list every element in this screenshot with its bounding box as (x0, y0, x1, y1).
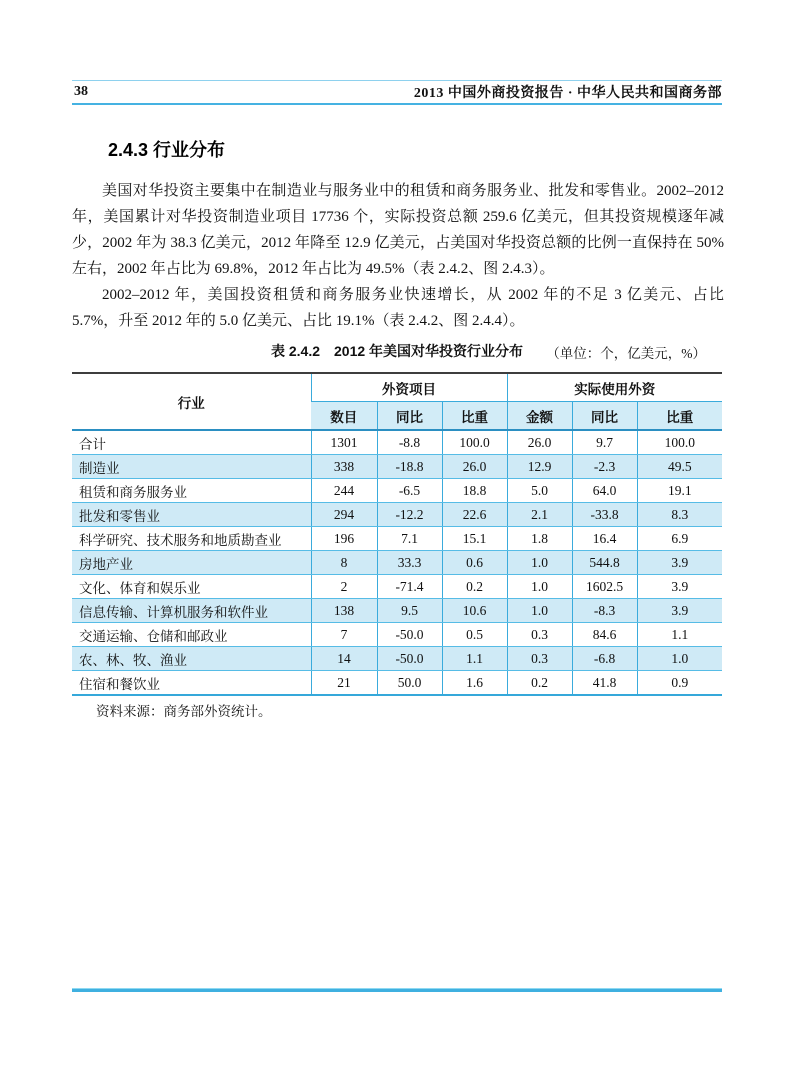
value-cell: 18.8 (442, 479, 507, 503)
value-cell: 0.9 (637, 671, 722, 696)
table-unit-note: （单位：个，亿美元，%） (546, 346, 706, 361)
paragraph-1: 美国对华投资主要集中在制造业与服务业中的租赁和商务服务业、批发和零售业。2002–2012 年，美国累计对华投资制造业项目 17736 个，实际投资总额 259.6 亿美元，但其投资规模逐年减少，2002 年为 38.3 亿美元，2012 年降至 12.9 亿美元，占美国对华投资总额的比例一直保持在 50%左右，2002 年占比为 69.8%，2012 年占比为 49.5%（表 2.4.2、图 2.4.3）。 (72, 183, 724, 277)
value-cell: 7.1 (377, 527, 442, 551)
industry-cell: 制造业 (72, 455, 311, 479)
table-head (72, 373, 722, 430)
value-cell: 1.1 (442, 647, 507, 671)
value-cell: -18.8 (377, 455, 442, 479)
table-caption: 表 2.4.2 2012 年美国对华投资行业分布 (270, 343, 524, 359)
value-cell: 26.0 (442, 455, 507, 479)
table-row (72, 479, 722, 503)
value-cell: 3.9 (637, 551, 722, 575)
value-cell: 244 (311, 479, 377, 503)
col-group-projects: 外资项目 (311, 373, 507, 402)
value-cell: -50.0 (377, 623, 442, 647)
table-row (72, 671, 722, 696)
value-cell: 21 (311, 671, 377, 696)
value-cell: -8.8 (377, 430, 442, 455)
value-cell: 3.9 (637, 599, 722, 623)
value-cell: 294 (311, 503, 377, 527)
value-cell: 33.3 (377, 551, 442, 575)
value-cell: 196 (311, 527, 377, 551)
table-caption-row (72, 341, 722, 361)
industry-cell: 合计 (72, 430, 311, 455)
value-cell: 1301 (311, 430, 377, 455)
value-cell: -71.4 (377, 575, 442, 599)
source-note: 资料来源：商务部外资统计。 (96, 704, 272, 719)
col-header-count: 数目 (311, 402, 377, 431)
value-cell: 544.8 (572, 551, 637, 575)
value-cell: 0.6 (442, 551, 507, 575)
industry-cell: 房地产业 (72, 551, 311, 575)
value-cell: 5.0 (507, 479, 572, 503)
table-group-header-row (72, 373, 722, 402)
page-number: 38 (74, 84, 88, 99)
value-cell: 0.2 (442, 575, 507, 599)
col-header-yoy-projects: 同比 (377, 402, 442, 431)
value-cell: -8.3 (572, 599, 637, 623)
value-cell: 138 (311, 599, 377, 623)
table-row (72, 527, 722, 551)
table-row (72, 430, 722, 455)
value-cell: 1.0 (507, 575, 572, 599)
value-cell: 15.1 (442, 527, 507, 551)
col-group-actual: 实际使用外资 (507, 373, 722, 402)
table-row (72, 575, 722, 599)
col-header-share-actual: 比重 (637, 402, 722, 431)
industry-cell: 科学研究、技术服务和地质勘查业 (72, 527, 311, 551)
table-row (72, 503, 722, 527)
industry-cell: 文化、体育和娱乐业 (72, 575, 311, 599)
value-cell: 26.0 (507, 430, 572, 455)
value-cell: 10.6 (442, 599, 507, 623)
value-cell: 1.8 (507, 527, 572, 551)
section-heading: 2.4.3 行业分布 (108, 140, 226, 160)
value-cell: 1.1 (637, 623, 722, 647)
value-cell: 8.3 (637, 503, 722, 527)
value-cell: 3.9 (637, 575, 722, 599)
value-cell: 41.8 (572, 671, 637, 696)
value-cell: 0.3 (507, 623, 572, 647)
value-cell: -33.8 (572, 503, 637, 527)
value-cell: 1.0 (507, 551, 572, 575)
body-text (72, 178, 724, 334)
col-header-share-projects: 比重 (442, 402, 507, 431)
col-header-industry: 行业 (72, 373, 311, 430)
col-header-amount: 金额 (507, 402, 572, 431)
value-cell: 0.2 (507, 671, 572, 696)
industry-cell: 交通运输、仓储和邮政业 (72, 623, 311, 647)
running-header (72, 80, 722, 105)
value-cell: 1602.5 (572, 575, 637, 599)
value-cell: -6.8 (572, 647, 637, 671)
value-cell: 19.1 (637, 479, 722, 503)
value-cell: 6.9 (637, 527, 722, 551)
value-cell: 9.7 (572, 430, 637, 455)
paragraph-2: 2002–2012 年，美国投资租赁和商务服务业快速增长，从 2002 年的不足 3 亿美元、占比 5.7%，升至 2012 年的 5.0 亿美元、占比 19.1%（表 2.4.2、图 2.4.4）。 (72, 287, 724, 329)
value-cell: 16.4 (572, 527, 637, 551)
value-cell: 100.0 (637, 430, 722, 455)
value-cell: 49.5 (637, 455, 722, 479)
industry-cell: 农、林、牧、渔业 (72, 647, 311, 671)
industry-cell: 信息传输、计算机服务和软件业 (72, 599, 311, 623)
value-cell: -12.2 (377, 503, 442, 527)
value-cell: 64.0 (572, 479, 637, 503)
value-cell: 50.0 (377, 671, 442, 696)
value-cell: 12.9 (507, 455, 572, 479)
value-cell: 84.6 (572, 623, 637, 647)
value-cell: -50.0 (377, 647, 442, 671)
value-cell: 9.5 (377, 599, 442, 623)
value-cell: 8 (311, 551, 377, 575)
industry-cell: 住宿和餐饮业 (72, 671, 311, 696)
value-cell: 1.0 (637, 647, 722, 671)
value-cell: 14 (311, 647, 377, 671)
value-cell: -2.3 (572, 455, 637, 479)
table-row (72, 455, 722, 479)
value-cell: 100.0 (442, 430, 507, 455)
value-cell: 338 (311, 455, 377, 479)
value-cell: 1.6 (442, 671, 507, 696)
industry-cell: 批发和零售业 (72, 503, 311, 527)
table-row (72, 551, 722, 575)
value-cell: 1.0 (507, 599, 572, 623)
value-cell: 7 (311, 623, 377, 647)
col-header-yoy-actual: 同比 (572, 402, 637, 431)
table-row (72, 623, 722, 647)
value-cell: 2 (311, 575, 377, 599)
footer-rule (72, 988, 722, 992)
industry-table (72, 372, 722, 696)
value-cell: -6.5 (377, 479, 442, 503)
table-body (72, 430, 722, 695)
industry-cell: 租赁和商务服务业 (72, 479, 311, 503)
document-title: 2013 中国外商投资报告 · 中华人民共和国商务部 (413, 86, 722, 101)
table-row (72, 647, 722, 671)
value-cell: 22.6 (442, 503, 507, 527)
value-cell: 2.1 (507, 503, 572, 527)
table-row (72, 599, 722, 623)
value-cell: 0.5 (442, 623, 507, 647)
value-cell: 0.3 (507, 647, 572, 671)
